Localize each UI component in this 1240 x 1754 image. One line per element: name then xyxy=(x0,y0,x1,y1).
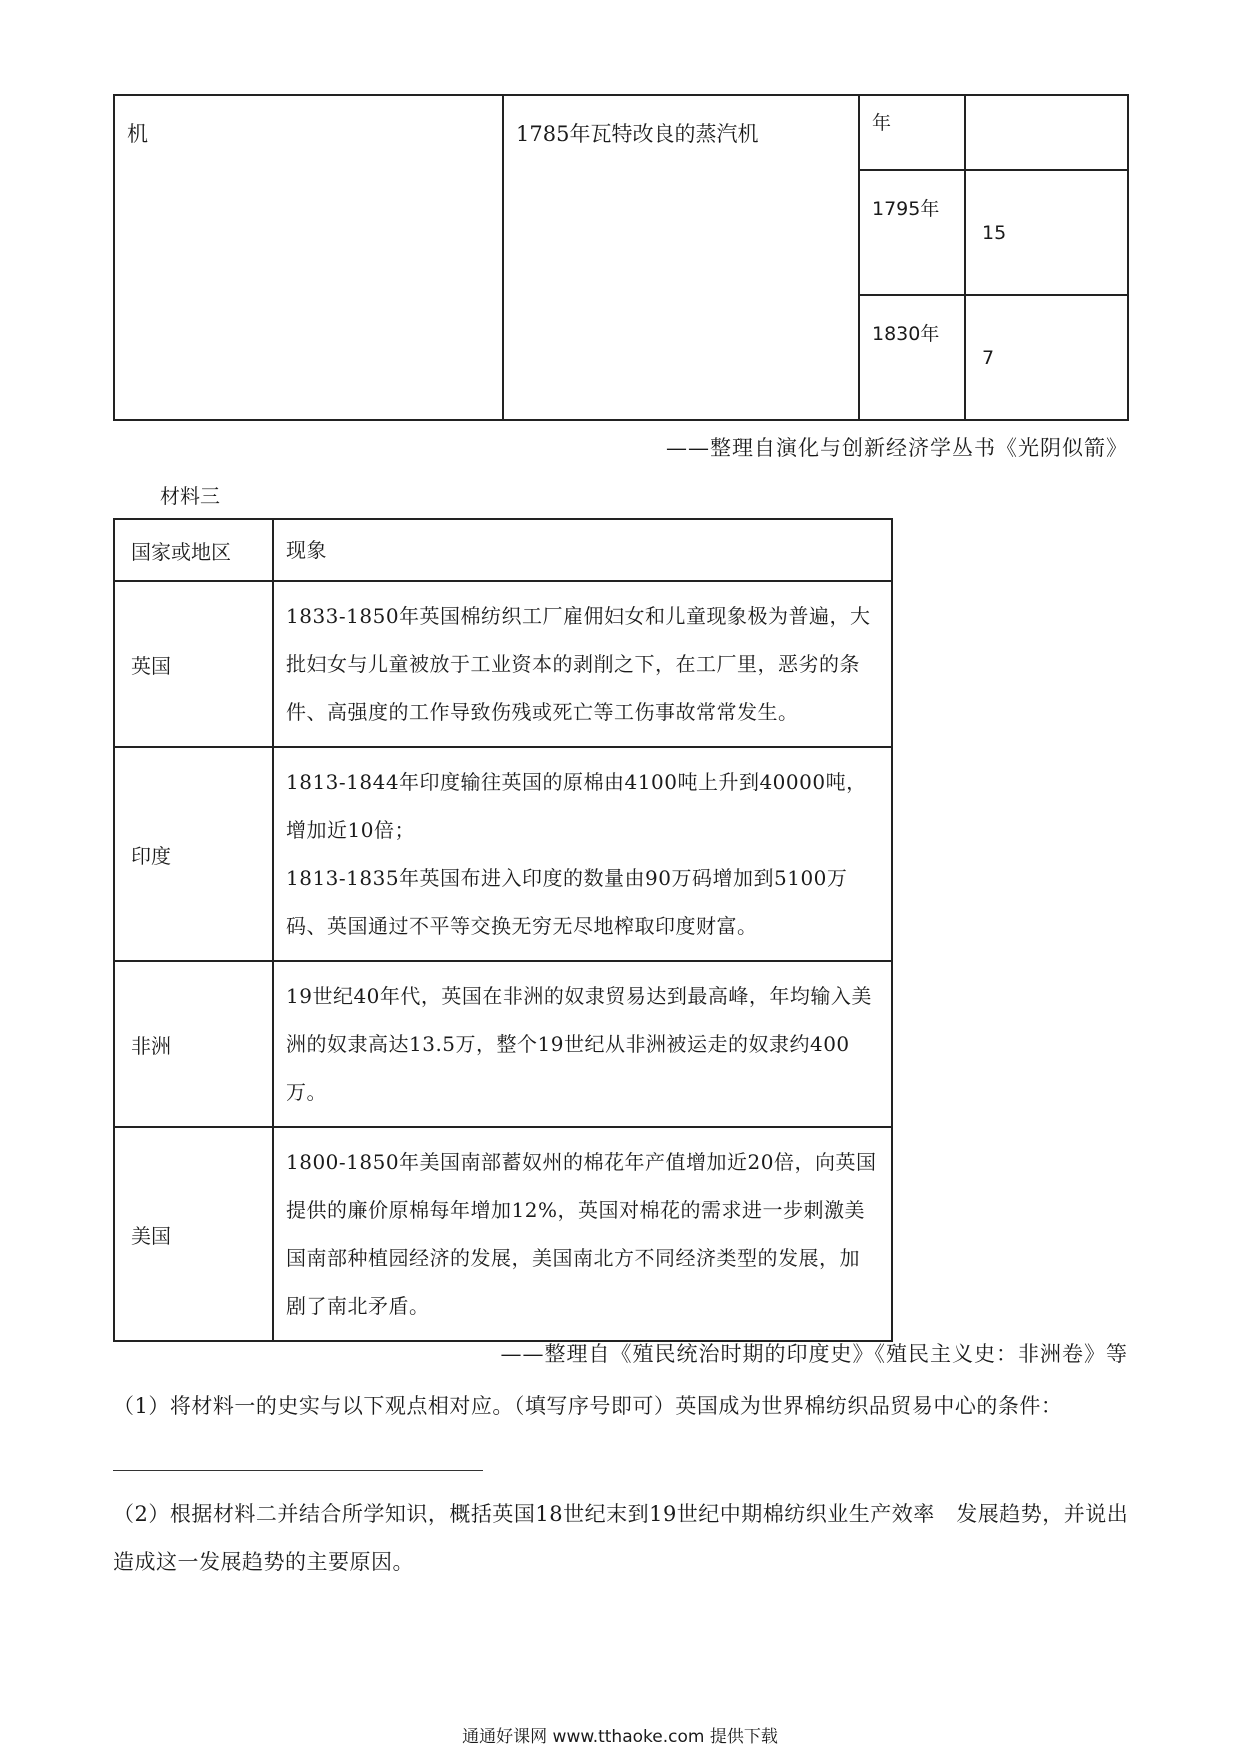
value-cell: 7 xyxy=(965,295,1128,420)
page-footer: 通通好课网 www.tthaoke.com 提供下载 xyxy=(462,1727,778,1747)
production-table-continued xyxy=(113,94,1129,421)
source-citation: ——整理自《殖民统治时期的印度史》《殖民主义史：非洲卷》等 xyxy=(500,1342,1128,1366)
table-row xyxy=(114,1127,892,1341)
phenomenon-cell xyxy=(273,747,892,961)
question-1: （1）将材料一的史实与以下观点相对应。（填写序号即可）英国成为世界棉纺织品贸易中心的条件： xyxy=(113,1394,1063,1418)
header-phenomenon: 现象 xyxy=(273,519,892,581)
region-cell: 英国 xyxy=(114,581,273,747)
region-cell: 印度 xyxy=(114,747,273,961)
phenomenon-line: 1813-1844年印度输往英国的原棉由4100吨上升到40000吨，增加近10倍； xyxy=(286,770,867,842)
year-cell: 年 xyxy=(859,95,965,170)
year-cell: 1830年 xyxy=(859,295,965,420)
region-cell: 美国 xyxy=(114,1127,273,1341)
table-row xyxy=(114,581,892,747)
year-cell: 1795年 xyxy=(859,170,965,295)
value-cell: 15 xyxy=(965,170,1128,295)
table-row xyxy=(114,747,892,961)
material-three-table xyxy=(113,518,893,1342)
question-2: （2）根据材料二并结合所学知识，概括英国18世纪末到19世纪中期棉纺织业生产效率 发展趋势，并说出造成这一发展趋势的主要原因。 xyxy=(113,1502,1129,1574)
answer-blank-line xyxy=(113,1470,483,1471)
value-cell xyxy=(965,95,1128,170)
machine-cell: 机 xyxy=(114,95,503,420)
phenomenon-line: 1813-1835年英国布进入印度的数量由90万码增加到5100万码、英国通过不平等交换无穷无尽地榨取印度财富。 xyxy=(286,866,848,938)
source-citation: ——整理自演化与创新经济学丛书《光阴似箭》 xyxy=(666,436,1128,460)
phenomenon-cell: 1833-1850年英国棉纺织工厂雇佣妇女和儿童现象极为普遍，大批妇女与儿童被放于工业资本的剥削之下，在工厂里，恶劣的条件、高强度的工作导致伤残或死亡等工伤事故常常发生。 xyxy=(273,581,892,747)
phenomenon-cell: 19世纪40年代，英国在非洲的奴隶贸易达到最高峰，年均输入美洲的奴隶高达13.5万，整个19世纪从非洲被运走的奴隶约400万。 xyxy=(273,961,892,1127)
region-cell: 非洲 xyxy=(114,961,273,1127)
phenomenon-cell: 1800-1850年美国南部蓄奴州的棉花年产值增加近20倍，向英国提供的廉价原棉每年增加12%，英国对棉花的需求进一步刺激美国南部种植园经济的发展，美国南北方不同经济类型的发展，加剧了南北矛盾。 xyxy=(273,1127,892,1341)
table-row xyxy=(114,961,892,1127)
header-region: 国家或地区 xyxy=(114,519,273,581)
material-label: 材料三 xyxy=(160,484,220,508)
machine-name-cell: 1785年瓦特改良的蒸汽机 xyxy=(503,95,859,420)
table-header-row xyxy=(114,519,892,581)
